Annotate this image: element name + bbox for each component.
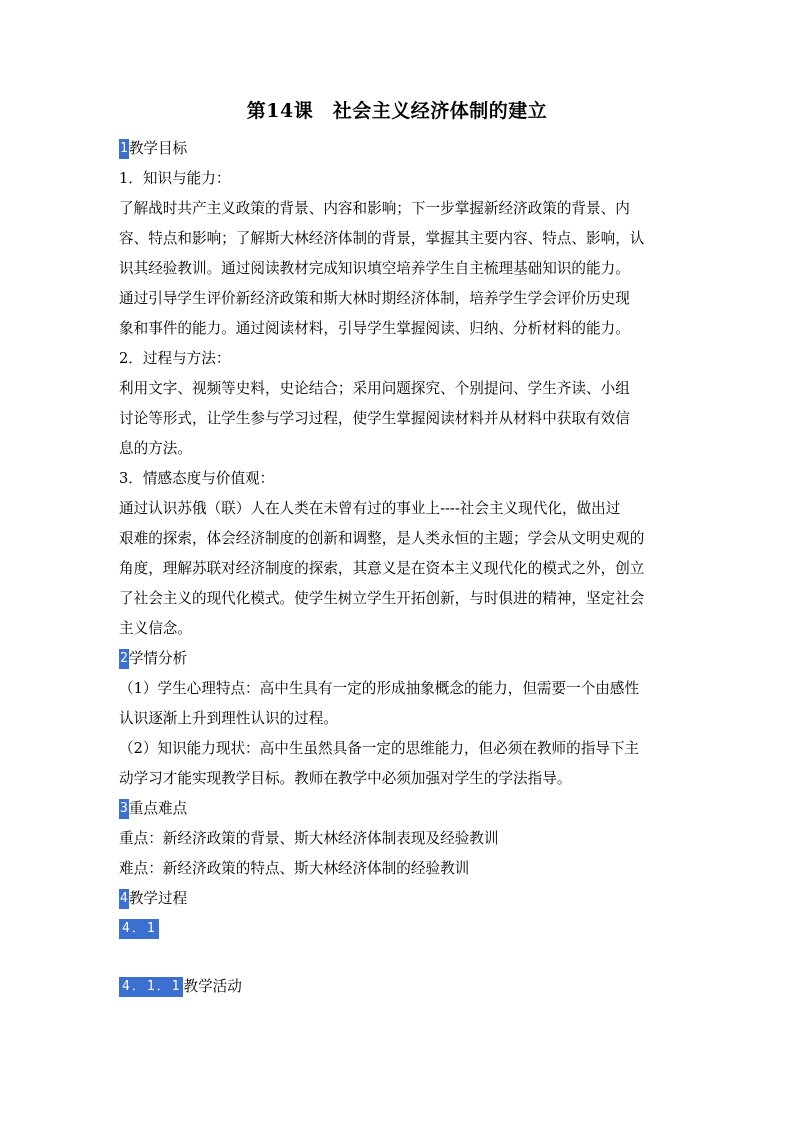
- section-heading-student-analysis: [119, 644, 679, 674]
- paragraph-knowledge-status: [119, 734, 679, 794]
- lesson-title: 第14课 社会主义经济体制的建立: [246, 100, 548, 122]
- text-line: 艰难的探索，体会经济制度的创新和调整，是人类永恒的主题；学会从文明史观的: [119, 530, 645, 547]
- text-line: 通过引导学生评价新经济政策和斯大林时期经济体制，培养学生学会评价历史现: [119, 290, 630, 307]
- spacer: [119, 944, 679, 972]
- section-heading-teaching-goals: [119, 134, 679, 164]
- subheading-process-method: 2．过程与方法：: [119, 350, 231, 367]
- text-line: 象和事件的能力。通过阅读材料，引导学生掌握阅读、归纳、分析材料的能力。: [119, 320, 630, 337]
- text-line: 通过认识苏俄（联）人在人类在未曾有过的事业上----社会主义现代化，做出过: [119, 500, 621, 517]
- section-number: 3: [119, 799, 129, 819]
- subsection-number: 4．1: [119, 919, 159, 939]
- section-heading-teaching-process: [119, 884, 679, 914]
- text-line: 容、特点和影响；了解斯大林经济体制的背景，掌握其主要内容、特点、影响，认: [119, 230, 645, 247]
- section-number: 1: [119, 139, 129, 159]
- text-line: 动学习才能实现教学目标。教师在教学中必须加强对学生的学法指导。: [119, 770, 572, 787]
- text-line: （1）学生心理特点：高中生具有一定的形成抽象概念的能力，但需要一个由感性: [119, 680, 640, 697]
- text-line: 利用文字、视频等史料，史论结合；采用问题探究、个别提问、学生齐读、小组: [119, 380, 630, 397]
- section-heading-text: 教学过程: [128, 890, 188, 907]
- difficult-point-line: 难点：新经济政策的特点、斯大林经济体制的经验教训: [119, 860, 470, 877]
- text-line: 讨论等形式，让学生参与学习过程，使学生掌握阅读材料并从材料中获取有效信: [119, 410, 630, 427]
- document-body: [119, 134, 679, 1002]
- text-line: 息的方法。: [119, 440, 192, 457]
- section-heading-text: 重点难点: [128, 800, 188, 817]
- text-line: 认识逐渐上升到理性认识的过程。: [119, 710, 338, 727]
- text-line: 角度，理解苏联对经济制度的探索，其意义是在资本主义现代化的模式之外，创立: [119, 560, 645, 577]
- section-heading-text: 学情分析: [128, 650, 188, 667]
- text-line: 了社会主义的现代化模式。使学生树立学生开拓创新，与时俱进的精神，坚定社会: [119, 590, 645, 607]
- section-heading-key-points: [119, 794, 679, 824]
- key-point-line: 重点：新经济政策的背景、斯大林经济体制表现及经验教训: [119, 830, 499, 847]
- section-number: 2: [119, 649, 129, 669]
- subheading-emotion-values: 3．情感态度与价值观：: [119, 470, 275, 487]
- paragraph-knowledge-ability: [119, 194, 679, 344]
- text-line: 主义信念。: [119, 620, 192, 637]
- text-line: 了解战时共产主义政策的背景、内容和影响；下一步掌握新经济政策的背景、内: [119, 200, 630, 217]
- paragraph-emotion-values: [119, 494, 679, 644]
- paragraph-process-method: [119, 374, 679, 464]
- text-line: 识其经验教训。通过阅读教材完成知识填空培养学生自主梳理基础知识的能力。: [119, 260, 630, 277]
- section-heading-text: 教学目标: [128, 140, 188, 157]
- subsection-4-1-1: [119, 972, 679, 1002]
- subsection-4-1: [119, 914, 679, 944]
- paragraph-psychology: [119, 674, 679, 734]
- subheading-knowledge-ability: 1．知识与能力：: [119, 170, 231, 187]
- subsection-heading-text: 教学活动: [183, 978, 242, 995]
- section-number: 4: [119, 889, 129, 909]
- text-line: （2）知识能力现状：高中生虽然具备一定的思维能力，但必须在教师的指导下主: [119, 740, 640, 757]
- subsection-number: 4．1．1: [119, 977, 183, 997]
